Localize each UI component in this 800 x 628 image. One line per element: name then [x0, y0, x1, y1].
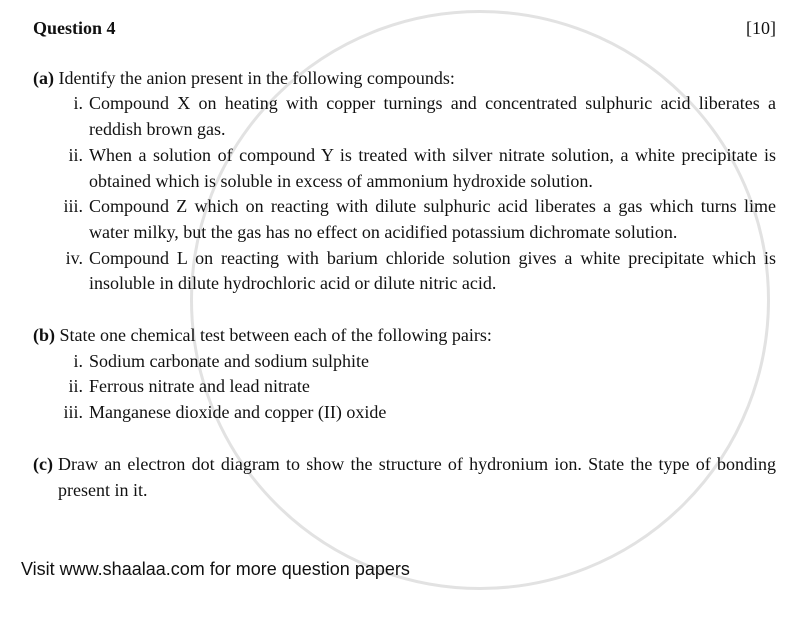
part-a-prompt: [33, 66, 776, 92]
item-number: ii.: [68, 376, 83, 397]
item-text: Compound X on heating with copper turnings and concentrated sulphuric acid liberates a reddish brown gas.: [89, 93, 776, 140]
part-b-label: (b): [33, 325, 55, 346]
item-number: iii.: [63, 402, 83, 423]
part-c: [33, 452, 776, 503]
item-text: When a solution of compound Y is treated with silver nitrate solution, a white precipitate is obtained which is soluble in excess of ammonium hydroxide solution.: [89, 144, 776, 191]
list-item: [33, 246, 776, 297]
item-text: Manganese dioxide and copper (II) oxide: [89, 402, 387, 423]
list-item: [33, 400, 776, 426]
footer-link: Visit www.shaalaa.com for more question papers: [21, 559, 410, 580]
list-item: [33, 91, 776, 142]
part-b-text: State one chemical test between each of the following pairs:: [59, 325, 492, 346]
item-text: Sodium carbonate and sodium sulphite: [89, 350, 369, 371]
item-number: iv.: [65, 247, 83, 268]
item-text: Ferrous nitrate and lead nitrate: [89, 376, 310, 397]
part-b-prompt: [33, 323, 776, 349]
list-item: [33, 194, 776, 245]
question-header: [33, 16, 776, 42]
item-number: i.: [73, 350, 83, 371]
part-c-label: (c): [33, 453, 53, 474]
part-c-text: Draw an electron dot diagram to show the structure of hydronium ion. State the type of bonding present in it.: [57, 453, 776, 500]
part-a-text: Identify the anion present in the following compounds:: [58, 67, 455, 88]
part-a-label: (a): [33, 67, 54, 88]
item-text: Compound L on reacting with barium chloride solution gives a white precipitate which is insoluble in dilute hydrochloric acid or dilute nitric acid.: [89, 247, 776, 294]
list-item: [33, 143, 776, 194]
question-title: Question 4: [33, 18, 116, 38]
item-number: iii.: [63, 196, 83, 217]
item-text: Compound Z which on reacting with dilute sulphuric acid liberates a gas which turns lime water milky, but the gas has no effect on acidified potassium dichromate solution.: [89, 196, 776, 242]
list-item: [33, 349, 776, 375]
list-item: [33, 374, 776, 400]
item-number: i.: [73, 93, 83, 114]
question-marks: [10]: [746, 18, 776, 38]
item-number: ii.: [68, 144, 83, 165]
